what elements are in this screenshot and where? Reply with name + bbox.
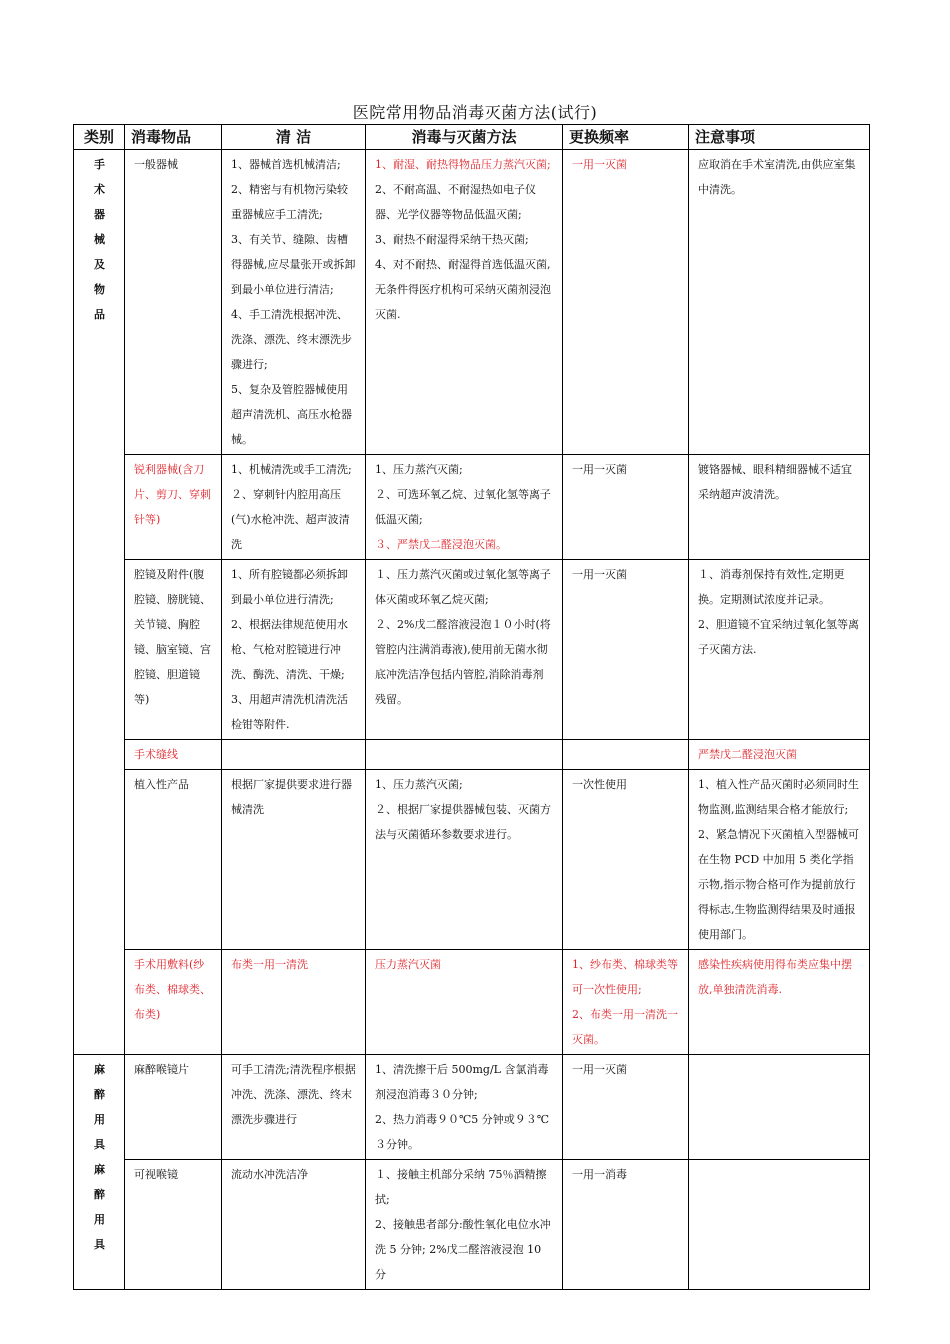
cell-text: 植入性产品 — [134, 778, 189, 791]
cell-text: 1、机械清洗或手工清洗; — [231, 463, 352, 476]
cleaning-cell — [222, 1055, 366, 1160]
item-cell — [125, 455, 222, 560]
cell-text: 2、紧急情况下灭菌植入型器械可在生物 PCD 中加用 5 类化学指示物,指示物合格可作为提前放行得标志,生物监测得结果及时通报使用部门。 — [698, 828, 859, 941]
cell-text: 严禁戊二醛浸泡灭菌 — [698, 748, 797, 761]
cell-text: 一用一灭菌 — [572, 1063, 627, 1076]
cell-text: 1、器械首选机械清洁; — [231, 158, 341, 171]
cleaning-cell — [222, 740, 366, 770]
cell-text: 2、布类一用一清洗一灭菌。 — [572, 1008, 678, 1046]
frequency-cell — [563, 150, 689, 455]
method-cell — [366, 950, 563, 1055]
header-notes: 注意事项 — [689, 125, 870, 150]
item-cell — [125, 770, 222, 950]
category-label: 麻醉用具麻醉用具 — [94, 1063, 105, 1251]
cell-text: 麻醉喉镜片 — [134, 1063, 189, 1076]
cell-text: 1、植入性产品灭菌时必须同时生物监测,监测结果合格才能放行; — [698, 778, 859, 816]
cell-text: １、消毒剂保持有效性,定期更换。定期测试浓度并记录。 — [698, 568, 845, 606]
method-cell — [366, 1055, 563, 1160]
cell-text: 2、精密与有机物污染较重器械应手工清洗; — [231, 183, 348, 221]
item-cell — [125, 1160, 222, 1290]
category-label: 手术器械及物品 — [94, 158, 105, 321]
table-row — [74, 770, 870, 950]
cell-text: １、接触主机部分采纳 75％酒精擦拭; — [375, 1168, 547, 1206]
notes-cell — [689, 1160, 870, 1290]
cell-text: 可视喉镜 — [134, 1168, 178, 1181]
cleaning-cell — [222, 950, 366, 1055]
cell-text: 5、复杂及管腔器械使用超声清洗机、高压水枪器械。 — [231, 383, 352, 446]
header-method: 消毒与灭菌方法 — [366, 125, 563, 150]
cell-text: 一用一灭菌 — [572, 568, 627, 581]
table-row — [74, 150, 870, 455]
cell-text: 2、不耐高温、不耐湿热如电子仪器、光学仪器等物品低温灭菌; — [375, 183, 536, 221]
cell-text: 一用一消毒 — [572, 1168, 627, 1181]
cell-text: 1、压力蒸汽灭菌; — [375, 778, 463, 791]
item-cell — [125, 560, 222, 740]
cleaning-cell — [222, 1160, 366, 1290]
cell-text: 2、胆道镜不宜采纳过氧化氢等离子灭菌方法. — [698, 618, 859, 656]
item-cell — [125, 950, 222, 1055]
method-cell — [366, 1160, 563, 1290]
cell-text: 1、压力蒸汽灭菌; — [375, 463, 463, 476]
item-cell — [125, 150, 222, 455]
disinfection-table — [73, 124, 870, 1290]
cell-text: 流动水冲洗洁净 — [231, 1168, 308, 1181]
notes-cell — [689, 1055, 870, 1160]
header-frequency: 更换频率 — [563, 125, 689, 150]
cell-text: 3、耐热不耐湿得采纳干热灭菌; — [375, 233, 529, 246]
cleaning-cell — [222, 455, 366, 560]
cell-text: ２、2%戊二醛溶液浸泡１０小时(将管腔内注满消毒液),使用前无菌水彻底冲洗洁净包括内管腔,消除消毒剂残留。 — [375, 618, 551, 706]
table-row — [74, 1055, 870, 1160]
category-cell — [74, 1055, 125, 1290]
method-cell — [366, 560, 563, 740]
cell-text: 2、热力消毒９０℃5 分钟或９３℃３分钟。 — [375, 1113, 550, 1151]
cell-text: 4、对不耐热、耐湿得首选低温灭菌,无条件得医疗机构可采纳灭菌剂浸泡灭菌. — [375, 258, 551, 321]
page-title: 医院常用物品消毒灭菌方法(试行) — [352, 103, 598, 122]
table-row — [74, 740, 870, 770]
frequency-cell — [563, 770, 689, 950]
frequency-cell — [563, 740, 689, 770]
header-item: 消毒物品 — [125, 125, 222, 150]
frequency-cell — [563, 455, 689, 560]
cell-text: 一次性使用 — [572, 778, 627, 791]
method-cell — [366, 150, 563, 455]
table-row — [74, 1160, 870, 1290]
item-cell — [125, 1055, 222, 1160]
cell-text: ２、可选环氧乙烷、过氧化氢等离子低温灭菌; — [375, 488, 551, 526]
cell-text: 1、清洗擦干后 500mg/L 含氯消毒剂浸泡消毒３０分钟; — [375, 1063, 549, 1101]
cleaning-cell — [222, 150, 366, 455]
frequency-cell — [563, 1160, 689, 1290]
cell-text: ２、根据厂家提供器械包装、灭菌方法与灭菌循环参数要求进行。 — [375, 803, 551, 841]
cell-text: 根据厂家提供要求进行器械清洗 — [231, 778, 352, 816]
cell-text: ３、严禁戊二醛浸泡灭菌。 — [375, 538, 507, 551]
header-cleaning: 清 洁 — [222, 125, 366, 150]
cell-text: 布类一用一清洗 — [231, 958, 308, 971]
table-row — [74, 950, 870, 1055]
cell-text: 应取消在手术室清洗,由供应室集中清洗。 — [698, 158, 856, 196]
cleaning-cell — [222, 770, 366, 950]
cell-text: ２、穿刺针内腔用高压(气)水枪冲洗、超声波清洗 — [231, 488, 350, 551]
cell-text: 1、所有腔镜都必须拆卸到最小单位进行清洗; — [231, 568, 348, 606]
cell-text: 2、根据法律规范使用水枪、气枪对腔镜进行冲洗、酶洗、清洗、干燥; — [231, 618, 348, 681]
cell-text: 一用一灭菌 — [572, 158, 627, 171]
frequency-cell — [563, 950, 689, 1055]
cell-text: 一用一灭菌 — [572, 463, 627, 476]
cell-text: 4、手工清洗根据冲洗、洗涤、漂洗、终末漂洗步骤进行; — [231, 308, 352, 371]
frequency-cell — [563, 560, 689, 740]
notes-cell — [689, 740, 870, 770]
cell-text: 1、耐湿、耐热得物品压力蒸汽灭菌; — [375, 158, 551, 171]
notes-cell — [689, 950, 870, 1055]
frequency-cell — [563, 1055, 689, 1160]
table-row — [74, 560, 870, 740]
cell-text: 镀铬器械、眼科精细器械不适宜采纳超声波清洗。 — [698, 463, 852, 501]
method-cell — [366, 770, 563, 950]
notes-cell — [689, 770, 870, 950]
cell-text: 压力蒸汽灭菌 — [375, 958, 441, 971]
cell-text: １、压力蒸汽灭菌或过氧化氢等离子体灭菌或环氧乙烷灭菌; — [375, 568, 551, 606]
category-cell — [74, 150, 125, 1055]
cell-text: 锐利器械(含刀片、剪刀、穿刺针等) — [134, 463, 211, 526]
notes-cell — [689, 560, 870, 740]
method-cell — [366, 740, 563, 770]
cell-text: 一般器械 — [134, 158, 178, 171]
method-cell — [366, 455, 563, 560]
cell-text: 感染性疾病使用得布类应集中摆放,单独清洗消毒. — [698, 958, 852, 996]
notes-cell — [689, 150, 870, 455]
item-cell — [125, 740, 222, 770]
cell-text: 手术用敷料(纱布类、棉球类、布类) — [134, 958, 211, 1021]
table-header-row — [74, 125, 870, 150]
table-row — [74, 455, 870, 560]
cell-text: 1、纱布类、棉球类等可一次性使用; — [572, 958, 678, 996]
cell-text: 腔镜及附件(腹腔镜、膀胱镜、关节镜、胸腔镜、脑室镜、宫腔镜、胆道镜等) — [134, 568, 211, 706]
cell-text: 手术缝线 — [134, 748, 178, 761]
cell-text: 3、用超声清洗机清洗活检钳等附件. — [231, 693, 348, 731]
cell-text: 3、有关节、缝隙、齿槽得器械,应尽量张开或拆卸到最小单位进行清洁; — [231, 233, 356, 296]
header-category: 类别 — [74, 125, 125, 150]
cell-text: 可手工清洗;清洗程序根据冲洗、洗涤、漂洗、终末漂洗步骤进行 — [231, 1063, 356, 1126]
notes-cell — [689, 455, 870, 560]
cleaning-cell — [222, 560, 366, 740]
cell-text: 2、接触患者部分:酸性氧化电位水冲洗 5 分钟; 2%戊二醛溶液浸泡 10 分 — [375, 1218, 551, 1281]
